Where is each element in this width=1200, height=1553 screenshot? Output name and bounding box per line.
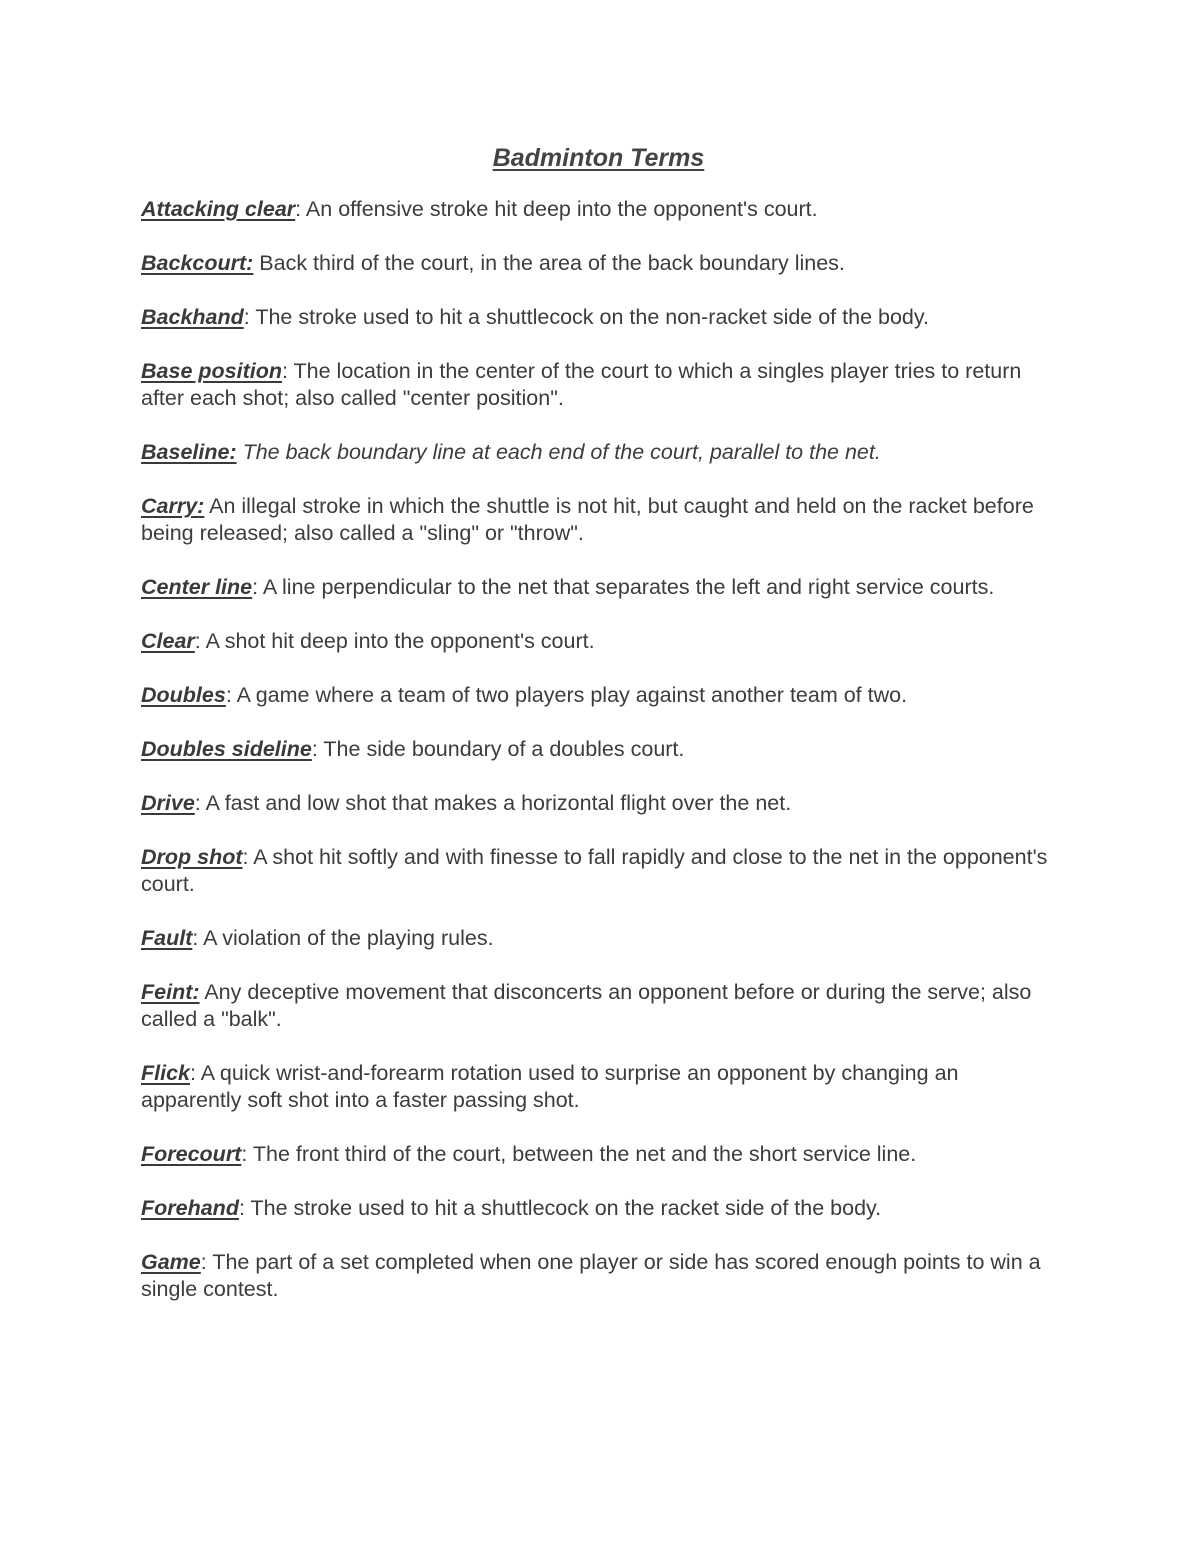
glossary-entry-baseline [141,439,1056,466]
glossary-entry-attacking-clear [141,196,1056,223]
glossary-term: Flick [141,1061,190,1085]
glossary-term: Forecourt [141,1142,242,1166]
glossary-definition: A quick wrist-and-forearm rotation used to surprise an opponent by changing an apparently soft shot into a faster passing shot. [141,1061,959,1112]
glossary-term: Backcourt: [141,251,254,275]
term-separator: : [190,1061,196,1085]
term-separator: : [194,791,201,815]
glossary-entry-doubles-sideline [141,736,1056,763]
glossary-entry-flick [141,1060,1056,1114]
glossary-entry-drop-shot [141,844,1056,898]
glossary-term: Base position [141,359,282,383]
glossary-entry-carry [141,493,1056,547]
glossary-definition: The stroke used to hit a shuttlecock on the non-racket side of the body. [249,305,929,329]
glossary-entry-doubles [141,682,1056,709]
glossary-entry-feint [141,979,1056,1033]
glossary-entry-fault [141,925,1056,952]
glossary-definition: Back third of the court, in the area of the back boundary lines. [253,251,845,275]
glossary-definition: Any deceptive movement that disconcerts an opponent before or during the serve; also called a "balk". [141,980,1032,1031]
glossary-entry-game [141,1249,1056,1303]
glossary-term: Game [141,1250,201,1274]
glossary-entry-base-position [141,358,1056,412]
glossary-term: Drive [141,791,195,815]
glossary-entry-backcourt [141,250,1056,277]
glossary-definition: A fast and low shot that makes a horizontal flight over the net. [200,791,792,815]
glossary-term: Carry: [141,494,205,518]
glossary-entry-forehand [141,1195,1056,1222]
glossary-term: Attacking clear [141,197,296,221]
term-separator: : [252,575,259,599]
glossary-entry-forecourt [141,1141,1056,1168]
glossary-term: Feint: [141,980,200,1004]
glossary-term: Backhand [141,305,244,329]
glossary-definition: A shot hit deep into the opponent's court. [200,629,595,653]
glossary-term: Fault [141,926,193,950]
glossary-definition: The part of a set completed when one player or side has scored enough points to win a single contest. [141,1250,1041,1301]
glossary-definition: A shot hit softly and with finesse to fall rapidly and close to the net in the opponent's court. [141,845,1048,896]
term-separator: : [241,1142,248,1166]
glossary-term: Baseline: [141,440,237,464]
glossary-entry-backhand [141,304,1056,331]
term-separator: : [243,305,250,329]
glossary-definition: A game where a team of two players play against another team of two. [231,683,908,707]
glossary-definition: The back boundary line at each end of the court, parallel to the net. [236,440,881,464]
page-title: Badminton Terms [492,144,705,172]
glossary-entry-center-line [141,574,1056,601]
term-separator: : [238,1196,245,1220]
glossary-definition: An illegal stroke in which the shuttle is not hit, but caught and held on the racket before being released; also called a "sling" or "throw". [141,494,1034,545]
glossary-definition: The front third of the court, between the net and the short service line. [247,1142,917,1166]
glossary-entry-drive [141,790,1056,817]
glossary-definition: A line perpendicular to the net that separates the left and right service courts. [258,575,995,599]
document-page [141,140,1056,1330]
glossary-term: Forehand [141,1196,239,1220]
glossary-term: Doubles [141,683,226,707]
term-separator: : [200,1250,207,1274]
glossary-definition: An offensive stroke hit deep into the opponent's court. [301,197,818,221]
term-separator: : [311,737,318,761]
term-separator: : [295,197,302,221]
glossary-term: Center line [141,575,253,599]
glossary-entry-clear [141,628,1056,655]
glossary-term: Drop shot [141,845,243,869]
term-separator: : [194,629,201,653]
glossary-definition: The location in the center of the court to which a singles player tries to return after each shot; also called "center position". [141,359,1022,410]
glossary-definition: The stroke used to hit a shuttlecock on the racket side of the body. [244,1196,882,1220]
glossary-term: Clear [141,629,195,653]
term-separator: : [192,926,199,950]
term-separator: : [281,359,288,383]
term-separator: : [242,845,249,869]
glossary-definition: A violation of the playing rules. [198,926,494,950]
glossary-definition: The side boundary of a doubles court. [317,737,685,761]
term-separator: : [225,683,232,707]
glossary-term: Doubles sideline [141,737,312,761]
